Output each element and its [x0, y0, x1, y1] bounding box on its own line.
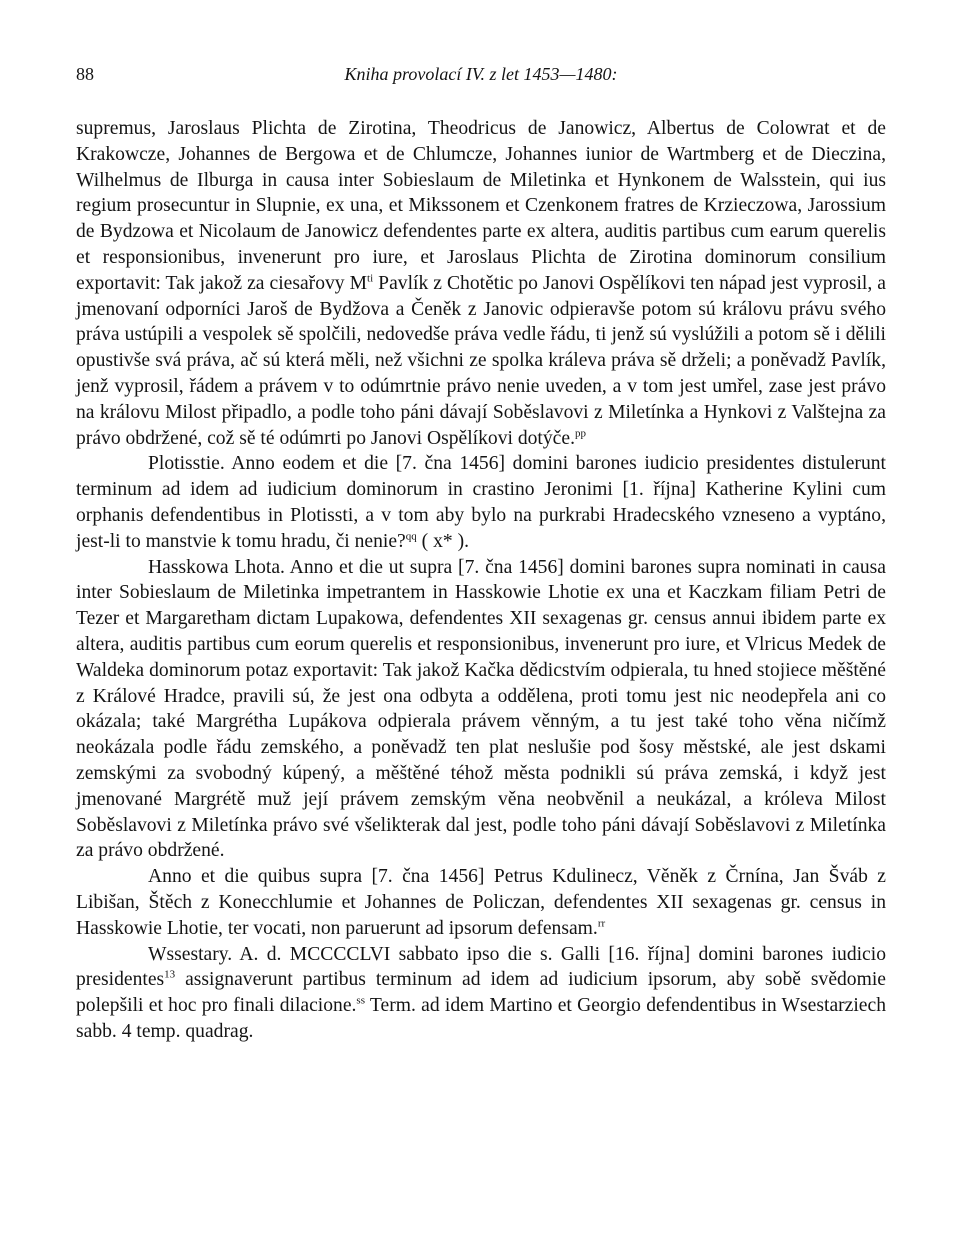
paragraph: Hasskowa Lhota. Anno et die ut supra [7. čna 1456] domini barones supra nominati in causa inter Sobieslaum de Miletinka impetrantem in Hasskowie Lhotie ex una et Kaczkam filiam Petri de Tezer et Margaretham dictam Lupakowa, defendentes XII sexagenas gr. census annui ibidem parte ex altera, auditis partibus cum eorum querelis et responsionibus, invenerunt pro iure, et Vlricus Medek de Waldeka dominorum potaz exportavit: Tak jakož Kačka dědicstvím odpierala, tu hned stojiece měštěné z Králové Hradce, pravili sú, že jest ona odbyta a oddělena, proti tomu jest nic neodepřela ani co okázala; také Margrétha Lupákova odpierala právem věnným, a tu jest také toho věna ničímž neokázala podle řádu zemského, a poněvadž ten plat neslušie pod šosy městské, ale jest dskami zemskými za svobodný kúpený, a měštěné téhož města podnikli sú práva zemská, i když jest jmenované Margrétě muž její právem zemským věna neobvěnil a neukázal, a króleva Milost Soběslavovi z Miletínka právo své všelikterak dal jest, podle toho páni dávají Soběslavovi z Miletínka za právo obdržené.: [76, 556, 886, 862]
body-text: [76, 116, 886, 1045]
footnote-note: ( x* ).: [416, 530, 469, 552]
footnote-marker: ss: [356, 994, 365, 1007]
footnote-number: 13: [164, 968, 176, 981]
footnote-marker: qq: [405, 530, 417, 543]
page-number: 88: [76, 64, 94, 84]
footnote-marker: rr: [597, 917, 606, 930]
paragraph: Anno et die quibus supra [7. čna 1456] Petrus Kdulinecz, Věněk z Črnína, Jan Šváb z Libišan, Štěch z Konecchlumie et Johannes de Policzan, defendentes XII sexagenas gr. census in Hasskowie Lhotie, ter vocati, non paruerunt ad ipsorum defensam.$^{rr}$: [76, 866, 886, 939]
paragraph: supremus, Jaroslaus Plichta de Zirotina, Theodricus de Janowicz, Albertus de Colowrat et de Krakowcze, Johannes de Bergowa et de Chlumcze, Johannes iunior de Wartmberg et de Dieczina, Wilhelmus de Ilburga in causa inter Sobieslaum de Miletinka et Hynkonem de Walsstein, qui ius regium prosecuntur in Slupnie, ex una, et Mikssonem et Czenkonem fratres de Krzieczowa, Jarossium de Bydzowa et Nicolaum de Janowicz defendentes parte ex altera, auditis partibus cum earum querelis et responsionibus, invenerunt pro iure, et Jaroslaus Plichta de Zirotina dominorum consilium exportavit: Tak jakož za ciesařovy $M^{ti}$ Pavlík z Chotětic po Janovi Ospělíkovi ten nápad jest vyprosil, a jmenovaní odporníci Jaroš de Bydžova a Čeněk z Janovic odpieravše potom sú královu právu svého práva ustúpili a vespolek sě spolčili, nedovedše práva vedle řádu, ti jenž sú vyslúžili a potom sě i dělili opustivše svá práva, ač sú která měli, než všichni ze spolka králeva práva sě drželi; a poněvadž Pavlík, jenž vyprosil, řádem a právem v to odúmrtnie právo nenie uveden, a v tom jest umřel, zase jest právo na královu Milost připadlo, a podle toho páni dávají Soběslavovi z Miletínka a Hynkovi z Valštejna za právo obdržené, což sě té odúmrti po Janovi Ospělíkovi dotýče.$^{pp}$: [76, 118, 886, 449]
term-note: Term. ad idem Martino et Georgio defendentibus in Wsestarziech sabb. 4 temp. quadrag.: [76, 995, 886, 1042]
footnote-marker: pp: [574, 427, 586, 440]
page-header: [76, 64, 886, 88]
superscript-abbrev: ti: [367, 272, 374, 285]
paragraph: Wssestary. A. d. MCCCCLVI sabbato ipso die s. Galli [16. října] domini barones iudicio presidentes$^{13}$ assignaverunt partibus terminum ad idem ad iudicium ipsorum, aby sobě svědomie polepšili et hoc pro finali dilacione.$^{ss}$ Term. ad idem Martino et Georgio defendentibus in Wsestarziech sabb. 4 temp. quadrag.: [76, 943, 886, 1042]
running-title: Kniha provolací IV. z let 1453—1480:: [344, 64, 618, 84]
paragraph: Plotisstie. Anno eodem et die [7. čna 1456] domini barones iudicio presidentes distulerunt terminum ad idem ad iudicium dominorum in crastino Jeronimi [1. října] Katherine Kylini cum orphanis defendentibus in Plotissti, a v tom aby bylo na purkrabi Hradecského vzneseno a vyptáno, jest-li to manstvie k tomu hradu, či nenie?$^{qq}$ ( x* ).: [76, 453, 886, 552]
